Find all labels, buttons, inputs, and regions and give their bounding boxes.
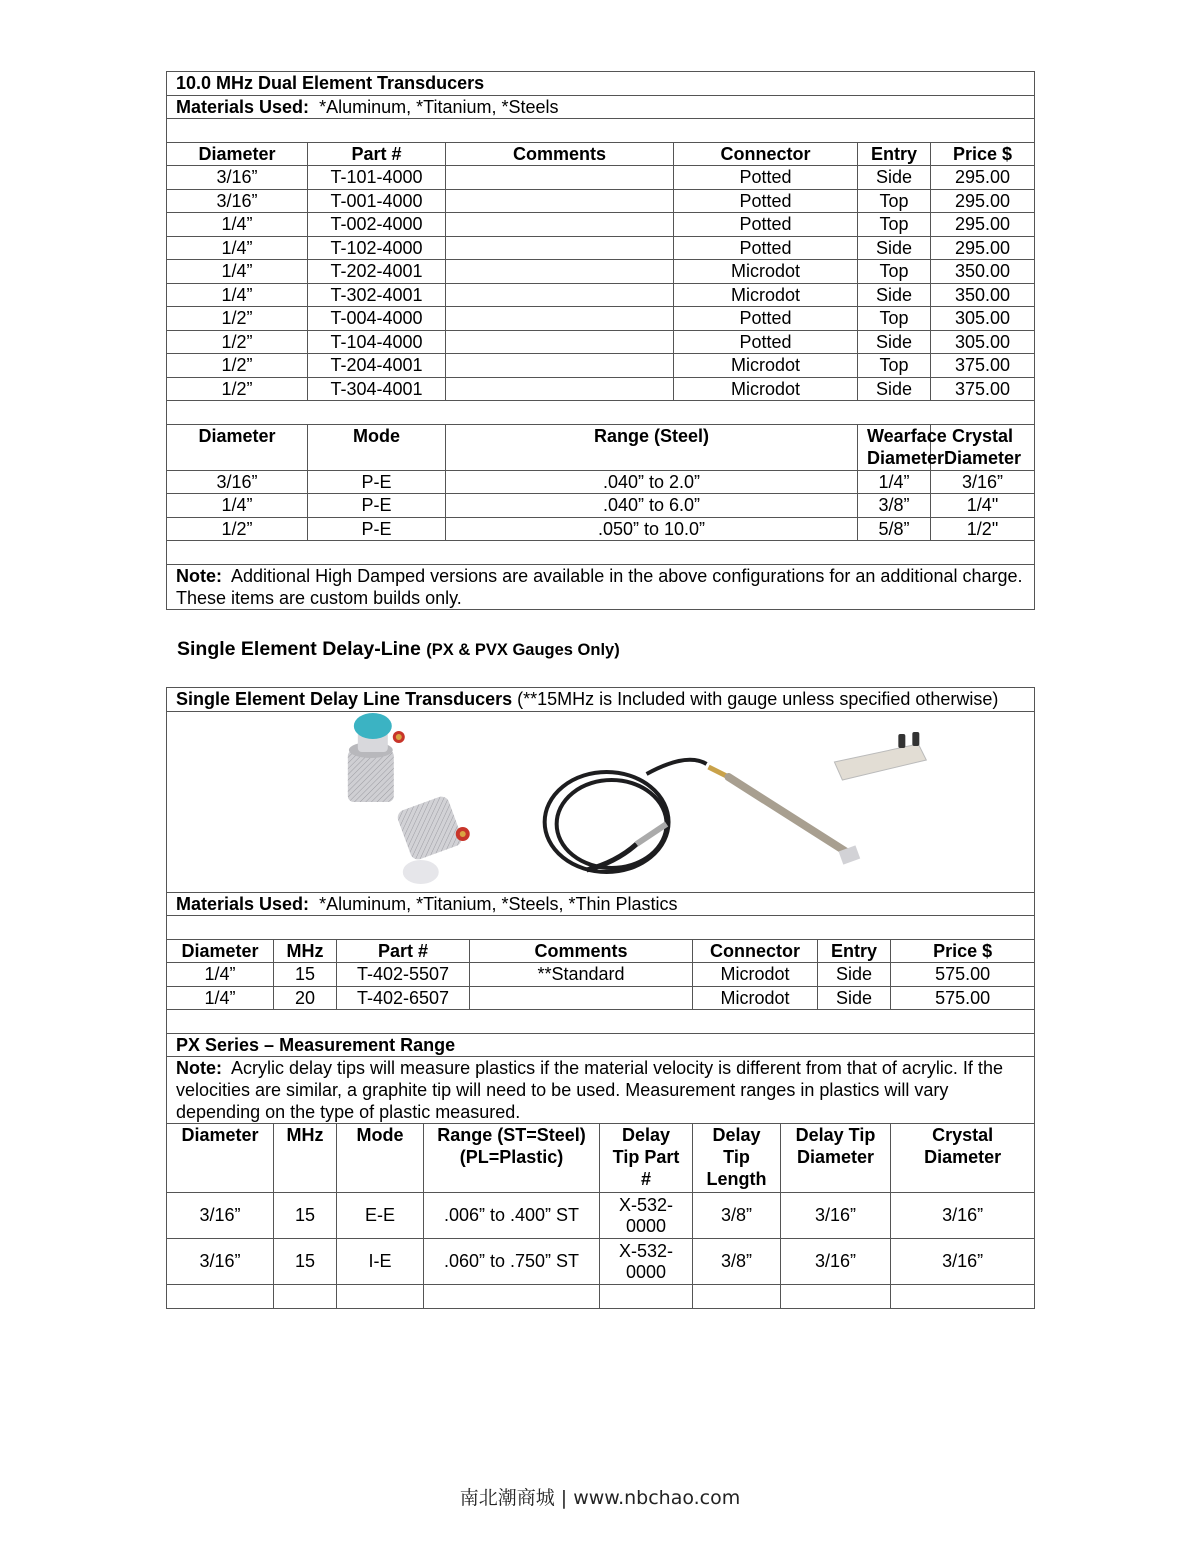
- col-header: Part #: [337, 939, 470, 963]
- px-series-title: PX Series – Measurement Range: [167, 1033, 1035, 1057]
- table-cell: Potted: [674, 189, 858, 213]
- table-cell: 375.00: [931, 377, 1035, 401]
- materials-row: [167, 95, 1035, 119]
- table-cell: Top: [858, 354, 931, 378]
- col-header: Delay Tip Diameter: [781, 1124, 891, 1193]
- delay-line-table: [166, 687, 1035, 1309]
- materials-label: Materials Used:: [176, 893, 310, 914]
- table-row: [167, 377, 1035, 401]
- table-cell: 295.00: [931, 189, 1035, 213]
- table-cell: [446, 213, 674, 237]
- section-heading-main: Single Element Delay-Line: [177, 638, 421, 660]
- table-cell: 5/8”: [858, 517, 931, 541]
- table-cell: [446, 377, 674, 401]
- table-cell: 1/4”: [167, 213, 308, 237]
- table-cell: T-002-4000: [308, 213, 446, 237]
- col-header: MHz: [274, 1124, 337, 1193]
- table-cell: [446, 166, 674, 190]
- table-cell: Top: [858, 189, 931, 213]
- table-cell: Side: [858, 236, 931, 260]
- table-cell: 1/4”: [167, 986, 274, 1010]
- table-cell: 3/16”: [167, 1239, 274, 1285]
- materials-value: *Aluminum, *Titanium, *Steels, *Thin Plastics: [319, 893, 678, 914]
- note-row: [167, 564, 1035, 609]
- table-cell: 1/4”: [167, 963, 274, 987]
- table-cell: 1/4”: [167, 283, 308, 307]
- table-cell: 20: [274, 986, 337, 1010]
- table-cell: 15: [274, 1193, 337, 1239]
- col-header: Entry: [818, 939, 891, 963]
- transducer-image: [348, 713, 405, 802]
- table-row: [167, 1239, 1035, 1285]
- col-header: Connector: [674, 142, 858, 166]
- col-header: Price $: [931, 142, 1035, 166]
- section-heading-sub: (PX & PVX Gauges Only): [426, 641, 620, 659]
- table-cell: T-001-4000: [308, 189, 446, 213]
- table-cell: 1/2": [931, 517, 1035, 541]
- table-cell: 350.00: [931, 260, 1035, 284]
- col-header: Delay Tip Part #: [600, 1124, 693, 1193]
- table-cell: [446, 283, 674, 307]
- table-cell: Microdot: [674, 354, 858, 378]
- col-header: Comments: [470, 939, 693, 963]
- table-cell: Side: [818, 986, 891, 1010]
- spacer-row: [167, 916, 1035, 940]
- note-text: Additional High Damped versions are available in the above configurations for an additional charge. These items are custom builds only.: [176, 565, 1023, 608]
- table-row: [167, 494, 1035, 518]
- table-cell: E-E: [337, 1193, 424, 1239]
- table-cell: T-104-4000: [308, 330, 446, 354]
- table-cell: 295.00: [931, 213, 1035, 237]
- table-cell: 3/16”: [781, 1239, 891, 1285]
- spacer-row: [167, 119, 1035, 143]
- col-header: Range (Steel): [446, 424, 858, 470]
- note-label: Note:: [176, 565, 222, 586]
- table-cell: .060” to .750” ST: [424, 1239, 600, 1285]
- product-image-cell: [167, 711, 1035, 892]
- col-header: Crystal Diameter: [931, 424, 1035, 470]
- table-cell: 3/16”: [891, 1193, 1035, 1239]
- table-cell: Top: [858, 260, 931, 284]
- col-header: Wearface Diameter: [858, 424, 931, 470]
- table-cell: T-102-4000: [308, 236, 446, 260]
- table-cell: 575.00: [891, 986, 1035, 1010]
- col-header: Diameter: [167, 424, 308, 470]
- table-cell: 1/4”: [167, 494, 308, 518]
- col-header: Diameter: [167, 1124, 274, 1193]
- table-cell: 1/4”: [167, 260, 308, 284]
- table-cell: 3/16”: [167, 1193, 274, 1239]
- table-cell: P-E: [308, 494, 446, 518]
- table-cell: Microdot: [674, 260, 858, 284]
- table-cell: Potted: [674, 236, 858, 260]
- spacer-row: [167, 541, 1035, 565]
- table-cell: [446, 330, 674, 354]
- col-header: Diameter: [167, 142, 308, 166]
- range-header: [167, 1124, 1035, 1193]
- table-row: [167, 354, 1035, 378]
- table-cell: 3/8”: [693, 1193, 781, 1239]
- table-cell: **Standard: [470, 963, 693, 987]
- table-cell: .040” to 2.0”: [446, 470, 858, 494]
- table-cell: Microdot: [674, 283, 858, 307]
- table-cell: 1/2”: [167, 517, 308, 541]
- table-header: [167, 939, 1035, 963]
- table-cell: T-202-4001: [308, 260, 446, 284]
- dual-element-table: [166, 71, 1035, 610]
- table-row: [167, 166, 1035, 190]
- table-cell: 1/2”: [167, 330, 308, 354]
- table-cell: 15: [274, 963, 337, 987]
- materials-label: Materials Used:: [176, 96, 310, 117]
- table-cell: 3/8”: [858, 494, 931, 518]
- table-cell: [446, 354, 674, 378]
- table-cell: 1/2”: [167, 307, 308, 331]
- table-cell: 1/2”: [167, 377, 308, 401]
- delay-tip-block-image: [834, 732, 926, 780]
- table-cell: Potted: [674, 307, 858, 331]
- table-cell: 575.00: [891, 963, 1035, 987]
- table-cell: [470, 986, 693, 1010]
- table-cell: Side: [858, 166, 931, 190]
- table-cell: [446, 189, 674, 213]
- spacer-row: [167, 401, 1035, 425]
- table-cell: .040” to 6.0”: [446, 494, 858, 518]
- table-title: 10.0 MHz Dual Element Transducers: [167, 72, 1035, 96]
- table-cell: Potted: [674, 166, 858, 190]
- table-cell: 1/2”: [167, 354, 308, 378]
- col-header: Delay Tip Length: [693, 1124, 781, 1193]
- px-note-row: [167, 1057, 1035, 1124]
- table-cell: 1/4”: [858, 470, 931, 494]
- table-cell: T-302-4001: [308, 283, 446, 307]
- transducer-image: [396, 794, 470, 884]
- table-cell: .006” to .400” ST: [424, 1193, 600, 1239]
- table-cell: T-101-4000: [308, 166, 446, 190]
- table-cell: Top: [858, 213, 931, 237]
- table-cell: T-204-4001: [308, 354, 446, 378]
- col-header: Mode: [337, 1124, 424, 1193]
- table-cell: I-E: [337, 1239, 424, 1285]
- table-header: [167, 142, 1035, 166]
- materials-row: [167, 892, 1035, 916]
- table-cell: 350.00: [931, 283, 1035, 307]
- table-cell: Potted: [674, 213, 858, 237]
- col-header: Crystal Diameter: [891, 1124, 1035, 1193]
- table-cell: 3/8”: [693, 1239, 781, 1285]
- table-cell: 375.00: [931, 354, 1035, 378]
- table-row: [167, 517, 1035, 541]
- col-header: MHz: [274, 939, 337, 963]
- table-cell: X-532-0000: [600, 1193, 693, 1239]
- table-cell: P-E: [308, 470, 446, 494]
- table-cell: X-532-0000: [600, 1239, 693, 1285]
- table-cell: 3/16”: [167, 189, 308, 213]
- table-cell: .050” to 10.0”: [446, 517, 858, 541]
- table-row: [167, 470, 1035, 494]
- product-photo: [167, 712, 1034, 892]
- col-header: Diameter: [167, 939, 274, 963]
- table-cell: 3/16”: [931, 470, 1035, 494]
- table-cell: Side: [858, 330, 931, 354]
- table-cell: T-402-6507: [337, 986, 470, 1010]
- table-cell: T-402-5507: [337, 963, 470, 987]
- title-row: [167, 688, 1035, 712]
- footer-watermark: 南北潮商城 | www.nbchao.com: [459, 1487, 741, 1509]
- col-header: Price $: [891, 939, 1035, 963]
- table-cell: [446, 236, 674, 260]
- table-row: [167, 1193, 1035, 1239]
- table-cell: [446, 260, 674, 284]
- cable-image: [545, 759, 707, 871]
- col-header: Part #: [308, 142, 446, 166]
- table-row: [167, 260, 1035, 284]
- col-header: Entry: [858, 142, 931, 166]
- table-cell: 1/4": [931, 494, 1035, 518]
- table-row: [167, 283, 1035, 307]
- table-cell: 1/4”: [167, 236, 308, 260]
- note-text: Acrylic delay tips will measure plastics if the material velocity is different from that of acrylic. If the velocities are similar, a graphite tip will need to be used. Measurement ranges in plastics will vary depending on the type of plastic measured.: [176, 1058, 1003, 1122]
- col-header: Connector: [693, 939, 818, 963]
- table-row: [167, 213, 1035, 237]
- table-row: [167, 236, 1035, 260]
- table-cell: P-E: [308, 517, 446, 541]
- table-cell: Microdot: [674, 377, 858, 401]
- table-cell: Side: [858, 283, 931, 307]
- table-cell: Side: [858, 377, 931, 401]
- spec-header: [167, 424, 1035, 470]
- table-row: [167, 330, 1035, 354]
- table-cell: Microdot: [693, 986, 818, 1010]
- table-cell: 295.00: [931, 236, 1035, 260]
- col-header: Comments: [446, 142, 674, 166]
- table-cell: 305.00: [931, 307, 1035, 331]
- table-cell: 15: [274, 1239, 337, 1285]
- table-cell: 295.00: [931, 166, 1035, 190]
- title-note: (**15MHz is Included with gauge unless specified otherwise): [517, 689, 999, 709]
- table-cell: 3/16”: [167, 166, 308, 190]
- section-heading: [177, 638, 620, 661]
- table-cell: T-304-4001: [308, 377, 446, 401]
- table-cell: Microdot: [693, 963, 818, 987]
- table-title: Single Element Delay Line Transducers: [176, 689, 513, 709]
- table-row: [167, 307, 1035, 331]
- table-cell: 3/16”: [781, 1193, 891, 1239]
- table-row: [167, 963, 1035, 987]
- table-cell: [446, 307, 674, 331]
- table-cell: 3/16”: [167, 470, 308, 494]
- materials-value: *Aluminum, *Titanium, *Steels: [319, 96, 559, 117]
- table-cell: 305.00: [931, 330, 1035, 354]
- probe-image: [709, 767, 861, 865]
- table-row: [167, 986, 1035, 1010]
- table-cell: Side: [818, 963, 891, 987]
- table-cell: T-004-4000: [308, 307, 446, 331]
- col-header: Mode: [308, 424, 446, 470]
- note-label: Note:: [176, 1058, 222, 1078]
- table-row: [167, 189, 1035, 213]
- spacer-row: [167, 1010, 1035, 1034]
- table-cell: 3/16”: [891, 1239, 1035, 1285]
- empty-row: [167, 1285, 1035, 1309]
- table-cell: Potted: [674, 330, 858, 354]
- col-header: Range (ST=Steel) (PL=Plastic): [424, 1124, 600, 1193]
- table-cell: Top: [858, 307, 931, 331]
